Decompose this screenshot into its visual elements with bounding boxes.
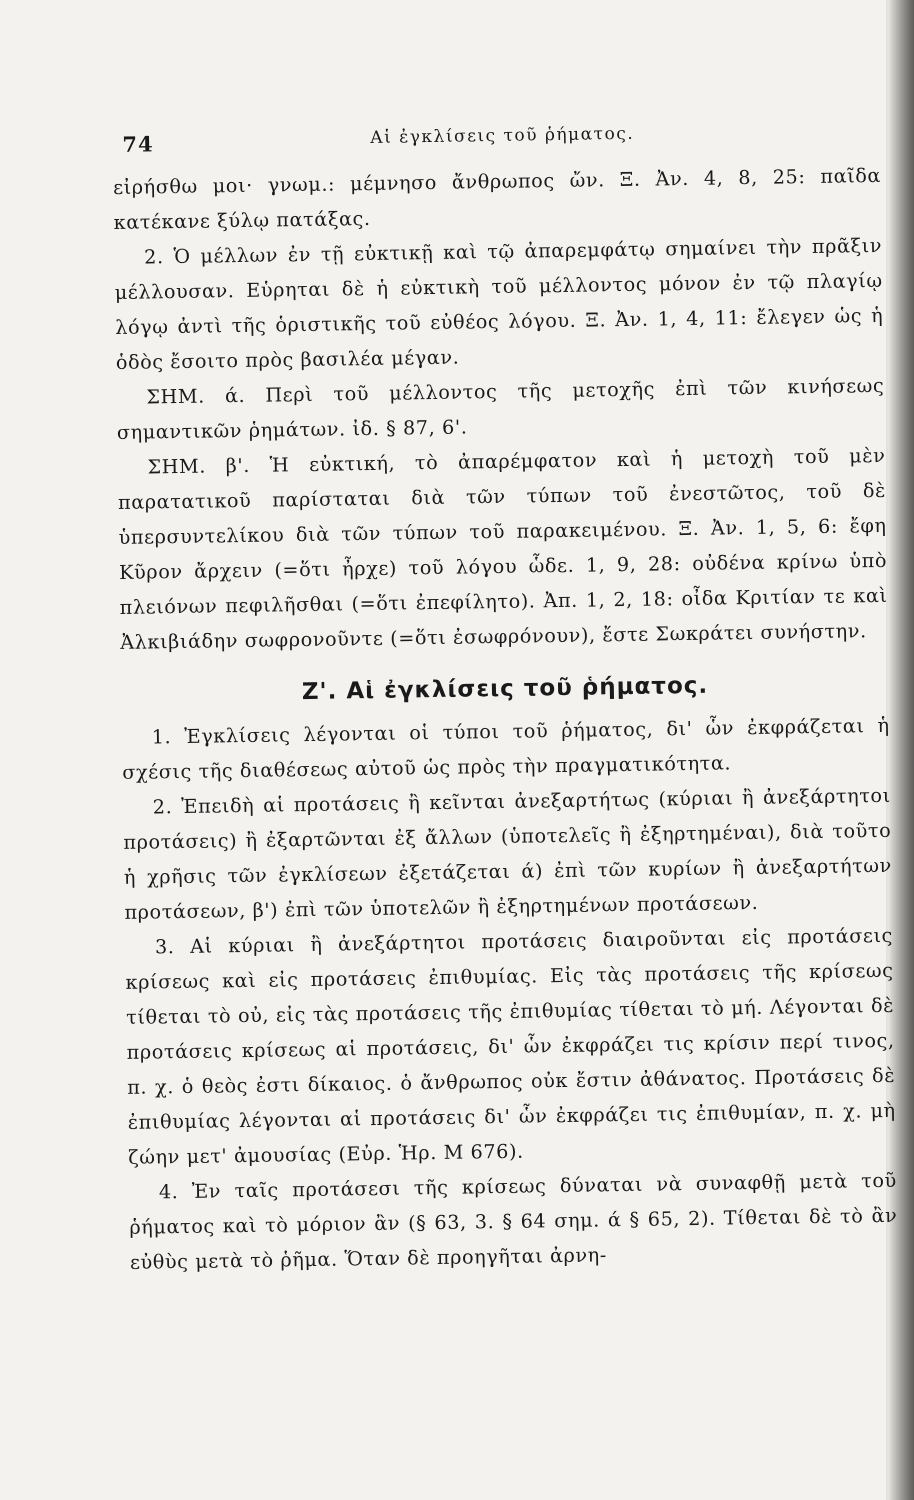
section-heading: Ζ'. Αἱ ἐγκλίσεις τοῦ ῥήματος.: [301, 672, 709, 706]
paragraph-continuation: εἰρήσθω μοι· γνωμ.: μέμνησο ἄνθρωπος ὤν. Ξ. Ἀν. 4, 8, 25: παῖδα κατέκανε ξύλῳ πατάξας.: [112, 163, 882, 234]
page-edge-shadow: [890, 0, 914, 1500]
page-number: 74: [122, 131, 154, 157]
note-alpha: ΣΗΜ. ά. Περὶ τοῦ μέλλοντος τῆς μετοχῆς ἐπὶ τῶν κινήσεως σημαντικῶν ῥημάτων. ἰδ. § 87, 6'.: [116, 373, 885, 444]
paragraph-future-tense: 2. Ὁ μέλλων ἐν τῇ εὐκτικῇ καὶ τῷ ἀπαρεμφάτῳ σημαίνει τὴν πρᾶξιν μέλλουσαν. Εὑρηται δὲ ἡ εὐκτικὴ τοῦ μέλλοντος μόνον ἐν τῷ πλαγίῳ λόγῳ ἀντὶ τῆς ὁριστικῆς τοῦ εὐθέος λόγου. Ξ. Ἀν. 1, 4, 11: ἔλεγεν ὡς ἡ ὁδὸς ἔσοιτο πρὸς βασιλέα μέγαν.: [114, 233, 884, 374]
paragraph-1: 1. Ἐγκλίσεις λέγονται οἱ τύποι τοῦ ῥήματος, δι' ὧν ἐκφράζεται ἡ σχέσις τῆς διαθέσεως αὐτοῦ ὡς πρὸς τὴν πραγματικότητα.: [122, 713, 890, 784]
page-content: [112, 106, 898, 1280]
paragraph-4: 4. Ἐν ταῖς προτάσεσι τῆς κρίσεως δύναται νὰ συναφθῇ μετὰ τοῦ ῥήματος καὶ τὸ μόριον ἂν (§ 63, 3. § 64 σημ. ά § 65, 2). Τίθεται δὲ τὸ ἂν εὐθὺς μετὰ τὸ ῥῆμα. Ὅταν δὲ προηγῆται ἀρνη-: [129, 1168, 898, 1274]
paragraph-2: 2. Ἐπειδὴ αἱ προτάσεις ἢ κεῖνται ἀνεξαρτήτως (κύριαι ἢ ἀνεξάρτητοι προτάσεις) ἢ ἐξαρτῶνται ἐξ ἄλλων (ὑποτελεῖς ἢ ἐξηρτημέναι), διὰ τοῦτο ἡ χρῆσις τῶν ἐγκλίσεων ἐξετάζεται ά) ἐπὶ τῶν κυρίων ἢ ἀνεξαρτήτων προτάσεων, β') ἐπὶ τῶν ὑποτελῶν ἢ ἐξηρτημένων προτάσεων.: [123, 783, 893, 924]
note-beta: ΣΗΜ. β'. Ἡ εὐκτική, τὸ ἀπαρέμφατον καὶ ἡ μετοχὴ τοῦ μὲν παρατατικοῦ παρίσταται διὰ τῶν τύπων τοῦ ἐνεστῶτος, τοῦ δὲ ὑπερσυντελίκου διὰ τῶν τύπων τοῦ παρακειμένου. Ξ. Ἀν. 1, 5, 6: ἔφη Κῦρον ἄρχειν (=ὅτι ἦρχε) τοῦ λόγου ὧδε. 1, 9, 28: οὐδένα κρίνω ὑπὸ πλειόνων πεφιλῆσθαι (=ὅτι ἐπεφίλητο). Ἀπ. 1, 2, 18: οἶδα Κριτίαν τε καὶ Ἀλκιβιάδην σωφρονοῦντε (=ὅτι ἐσωφρόνουν), ἔστε Σωκράτει συνήστην.: [117, 443, 888, 654]
paragraph-3: 3. Αἱ κύριαι ἢ ἀνεξάρτητοι προτάσεις διαιροῦνται εἰς προτάσεις κρίσεως καὶ εἰς προτάσεις ἐπιθυμίας. Εἰς τὰς προτάσεις τῆς κρίσεως τίθεται τὸ οὐ, εἰς τὰς προτάσεις τῆς ἐπιθυμίας τίθεται τὸ μή. Λέγονται δὲ προτάσεις κρίσεως αἱ προτάσεις, δι' ὧν ἐκφράζει τις κρίσιν περί τινος, π. χ. ὁ θεὸς ἐστι δίκαιος. ὁ ἄνθρωπος οὐκ ἔστιν ἀθάνατος. Προτάσεις δὲ ἐπιθυμίας λέγονται αἱ προτάσεις δι' ὧν ἐκφράζει τις ἐπιθυμίαν, π. χ. μὴ ζώην μετ' ἀμουσίας (Εὐρ. Ἡρ. Μ 676).: [125, 923, 896, 1169]
running-title: Αἱ ἐγκλίσεις τοῦ ῥήματος.: [370, 123, 635, 148]
